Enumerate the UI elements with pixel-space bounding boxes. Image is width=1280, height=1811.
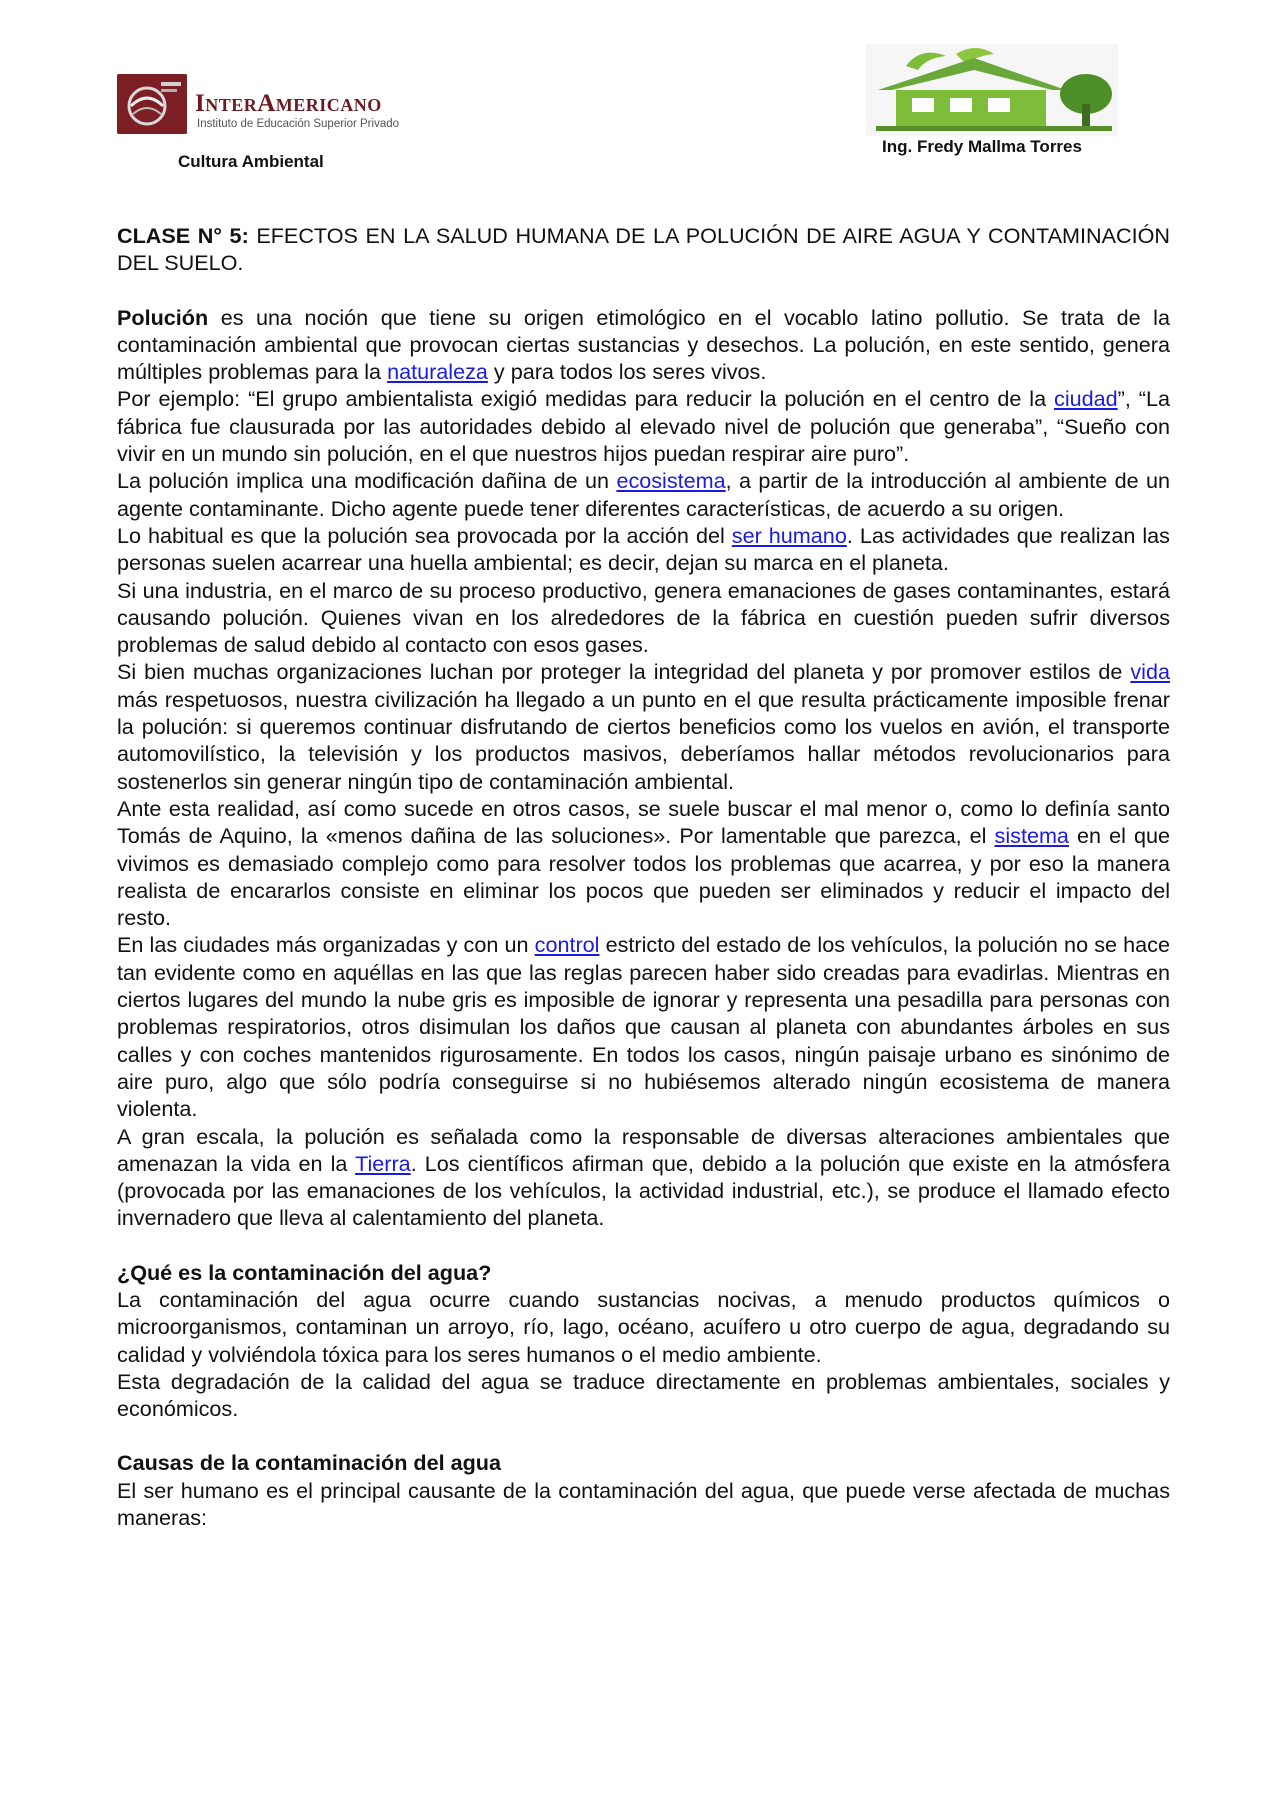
- institute-emblem-icon: [117, 74, 187, 134]
- class-title-label: CLASE N° 5:: [117, 223, 249, 248]
- author-name: Ing. Fredy Mallma Torres: [882, 137, 1082, 156]
- document-body: [117, 222, 1170, 1531]
- class-title: [117, 222, 1170, 277]
- paragraph-text: y para todos los seres vivos.: [487, 359, 767, 385]
- link-naturaleza[interactable]: naturaleza: [387, 359, 488, 385]
- paragraph: [117, 467, 1170, 522]
- link-sistema[interactable]: sistema: [994, 823, 1069, 849]
- link-ciudad[interactable]: ciudad: [1054, 386, 1118, 412]
- paragraph: [117, 658, 1170, 794]
- link-control[interactable]: control: [534, 932, 600, 958]
- paragraph-text: A gran escala, la polución es señalada como la responsable de diversas alteraciones ambientales que amenazan la vida en la: [117, 1123, 1170, 1176]
- brand-name: InterAmericano: [195, 90, 382, 117]
- paragraph-text: La polución implica una modificación dañina de un: [117, 468, 617, 494]
- paragraph-text: Si bien muchas organizaciones luchan por proteger la integridad del planeta y por promover estilos de: [117, 659, 1131, 685]
- paragraph-text: Ante esta realidad, así como sucede en otros casos, se suele buscar el mal menor o, como lo definía santo Tomás de Aquino, la «menos dañina de las soluciones». Por lamentable que parezca, el: [117, 795, 1170, 849]
- paragraph: Esta degradación de la calidad del agua se traduce directamente en problemas ambientales, sociales y económicos.: [117, 1368, 1170, 1422]
- class-title-text: EFECTOS EN LA SALUD HUMANA DE LA POLUCIÓN DE AIRE AGUA Y CONTAMINACIÓN DEL SUELO.: [117, 223, 1170, 276]
- brand-tagline: Instituto de Educación Superior Privado: [197, 118, 400, 130]
- paragraph: [117, 522, 1170, 577]
- link-tierra[interactable]: Tierra: [355, 1150, 411, 1176]
- interamericano-logo: [117, 74, 427, 136]
- link-vida[interactable]: vida: [1130, 659, 1170, 685]
- paragraph-spacer: [117, 1422, 1170, 1449]
- paragraph: La contaminación del agua ocurre cuando sustancias nocivas, a menudo productos químicos o microorganismos, contaminan un arroyo, río, lago, océano, acuífero u otro cuerpo de agua, degradando su calidad y volviéndola tóxica para los seres humanos o el medio ambiente.: [117, 1286, 1170, 1367]
- paragraph-text: . Las actividades que realizan las personas suelen acarrear una huella ambiental; es decir, dejan su marca en el planeta.: [117, 522, 1170, 576]
- paragraph-spacer: [117, 277, 1170, 304]
- paragraph-text: , a partir de la introducción al ambiente de un agente contaminante. Dicho agente puede tener diferentes características, de acuerdo a su origen.: [117, 468, 1170, 521]
- paragraph-text: Lo habitual es que la polución sea provocada por la acción del: [117, 522, 732, 548]
- link-ser-humano[interactable]: ser humano: [731, 522, 847, 548]
- paragraph-text: es una noción que tiene su origen etimológico en el vocablo latino pollutio. Se trata de la contaminación ambiental que provocan ciertas sustancias y desechos. La polución, en este sentido, genera múltiples problemas para la: [117, 304, 1170, 385]
- paragraph: Si una industria, en el marco de su proceso productivo, genera emanaciones de gases contaminantes, estará causando polución. Quienes vivan en los alrededores de la fábrica en cuestión pueden sufrir diversos problemas de salud debido al contacto con esos gases.: [117, 577, 1170, 658]
- course-name: Cultura Ambiental: [178, 152, 324, 171]
- paragraph: [117, 385, 1170, 467]
- paragraph: [117, 795, 1170, 931]
- paragraph-spacer: [117, 1232, 1170, 1259]
- section-heading-causes: Causas de la contaminación del agua: [117, 1450, 502, 1476]
- eco-house-icon: [866, 44, 1118, 136]
- link-ecosistema[interactable]: ecosistema: [616, 468, 726, 494]
- paragraph-text: estricto del estado de los vehículos, la polución no se hace tan evidente como en aquéllas en las que las reglas parecen haber sido creadas para evadirlas. Mientras en ciertos lugares del mundo la nube gris es imposible de ignorar y representa una pesadilla para personas con problemas respiratorios, otros disimulan los daños que causan al planeta con abundantes árboles en sus calles y con coches mantenidos rigurosamente. En todos los casos, ningún paisaje urbano es sinónimo de aire puro, algo que sólo podría conseguirse si no hubiésemos alterado ningún ecosistema de manera violenta.: [117, 932, 1170, 1122]
- paragraph-text: Por ejemplo: “El grupo ambientalista exigió medidas para reducir la polución en el centro de la: [117, 386, 1055, 412]
- paragraph-text: . Los científicos afirman que, debido a la polución que existe en la atmósfera (provocada por las emanaciones de los vehículos, la actividad industrial, etc.), se produce el llamado efecto invernadero que lleva al calentamiento del planeta.: [117, 1150, 1170, 1231]
- paragraph: [117, 931, 1170, 1122]
- paragraph: [117, 304, 1170, 386]
- paragraph: [117, 1123, 1170, 1232]
- paragraph-text: más respetuosos, nuestra civilización ha llegado a un punto en el que resulta prácticamente imposible frenar la polución: si queremos continuar disfrutando de ciertos beneficios como los vuelos en avión, el transporte automovilístico, la televisión y los productos masivos, deberíamos hallar métodos revolucionarios para sostenerlos sin generar ningún tipo de contaminación ambiental.: [117, 686, 1170, 794]
- paragraph-text: En las ciudades más organizadas y con un: [117, 932, 535, 958]
- term-polucion: Polución: [117, 304, 209, 330]
- paragraph-text: en el que vivimos es demasiado complejo como para resolver todos los problemas que acarrea, y por eso la manera realista de encararlos consiste en eliminar los pocos que pueden ser eliminados y reducir el impacto del resto.: [117, 823, 1170, 931]
- section-heading-water: ¿Qué es la contaminación del agua?: [117, 1259, 492, 1285]
- paragraph: El ser humano es el principal causante de la contaminación del agua, que puede verse afectada de muchas maneras:: [117, 1477, 1170, 1531]
- eco-house-logo: [866, 44, 1118, 136]
- paragraph-text: ”, “La fábrica fue clausurada por las autoridades debido al elevado nivel de polución que generaba”, “Sueño con vivir en un mundo sin polución, en el que nuestros hijos puedan respirar aire puro”.: [117, 386, 1170, 467]
